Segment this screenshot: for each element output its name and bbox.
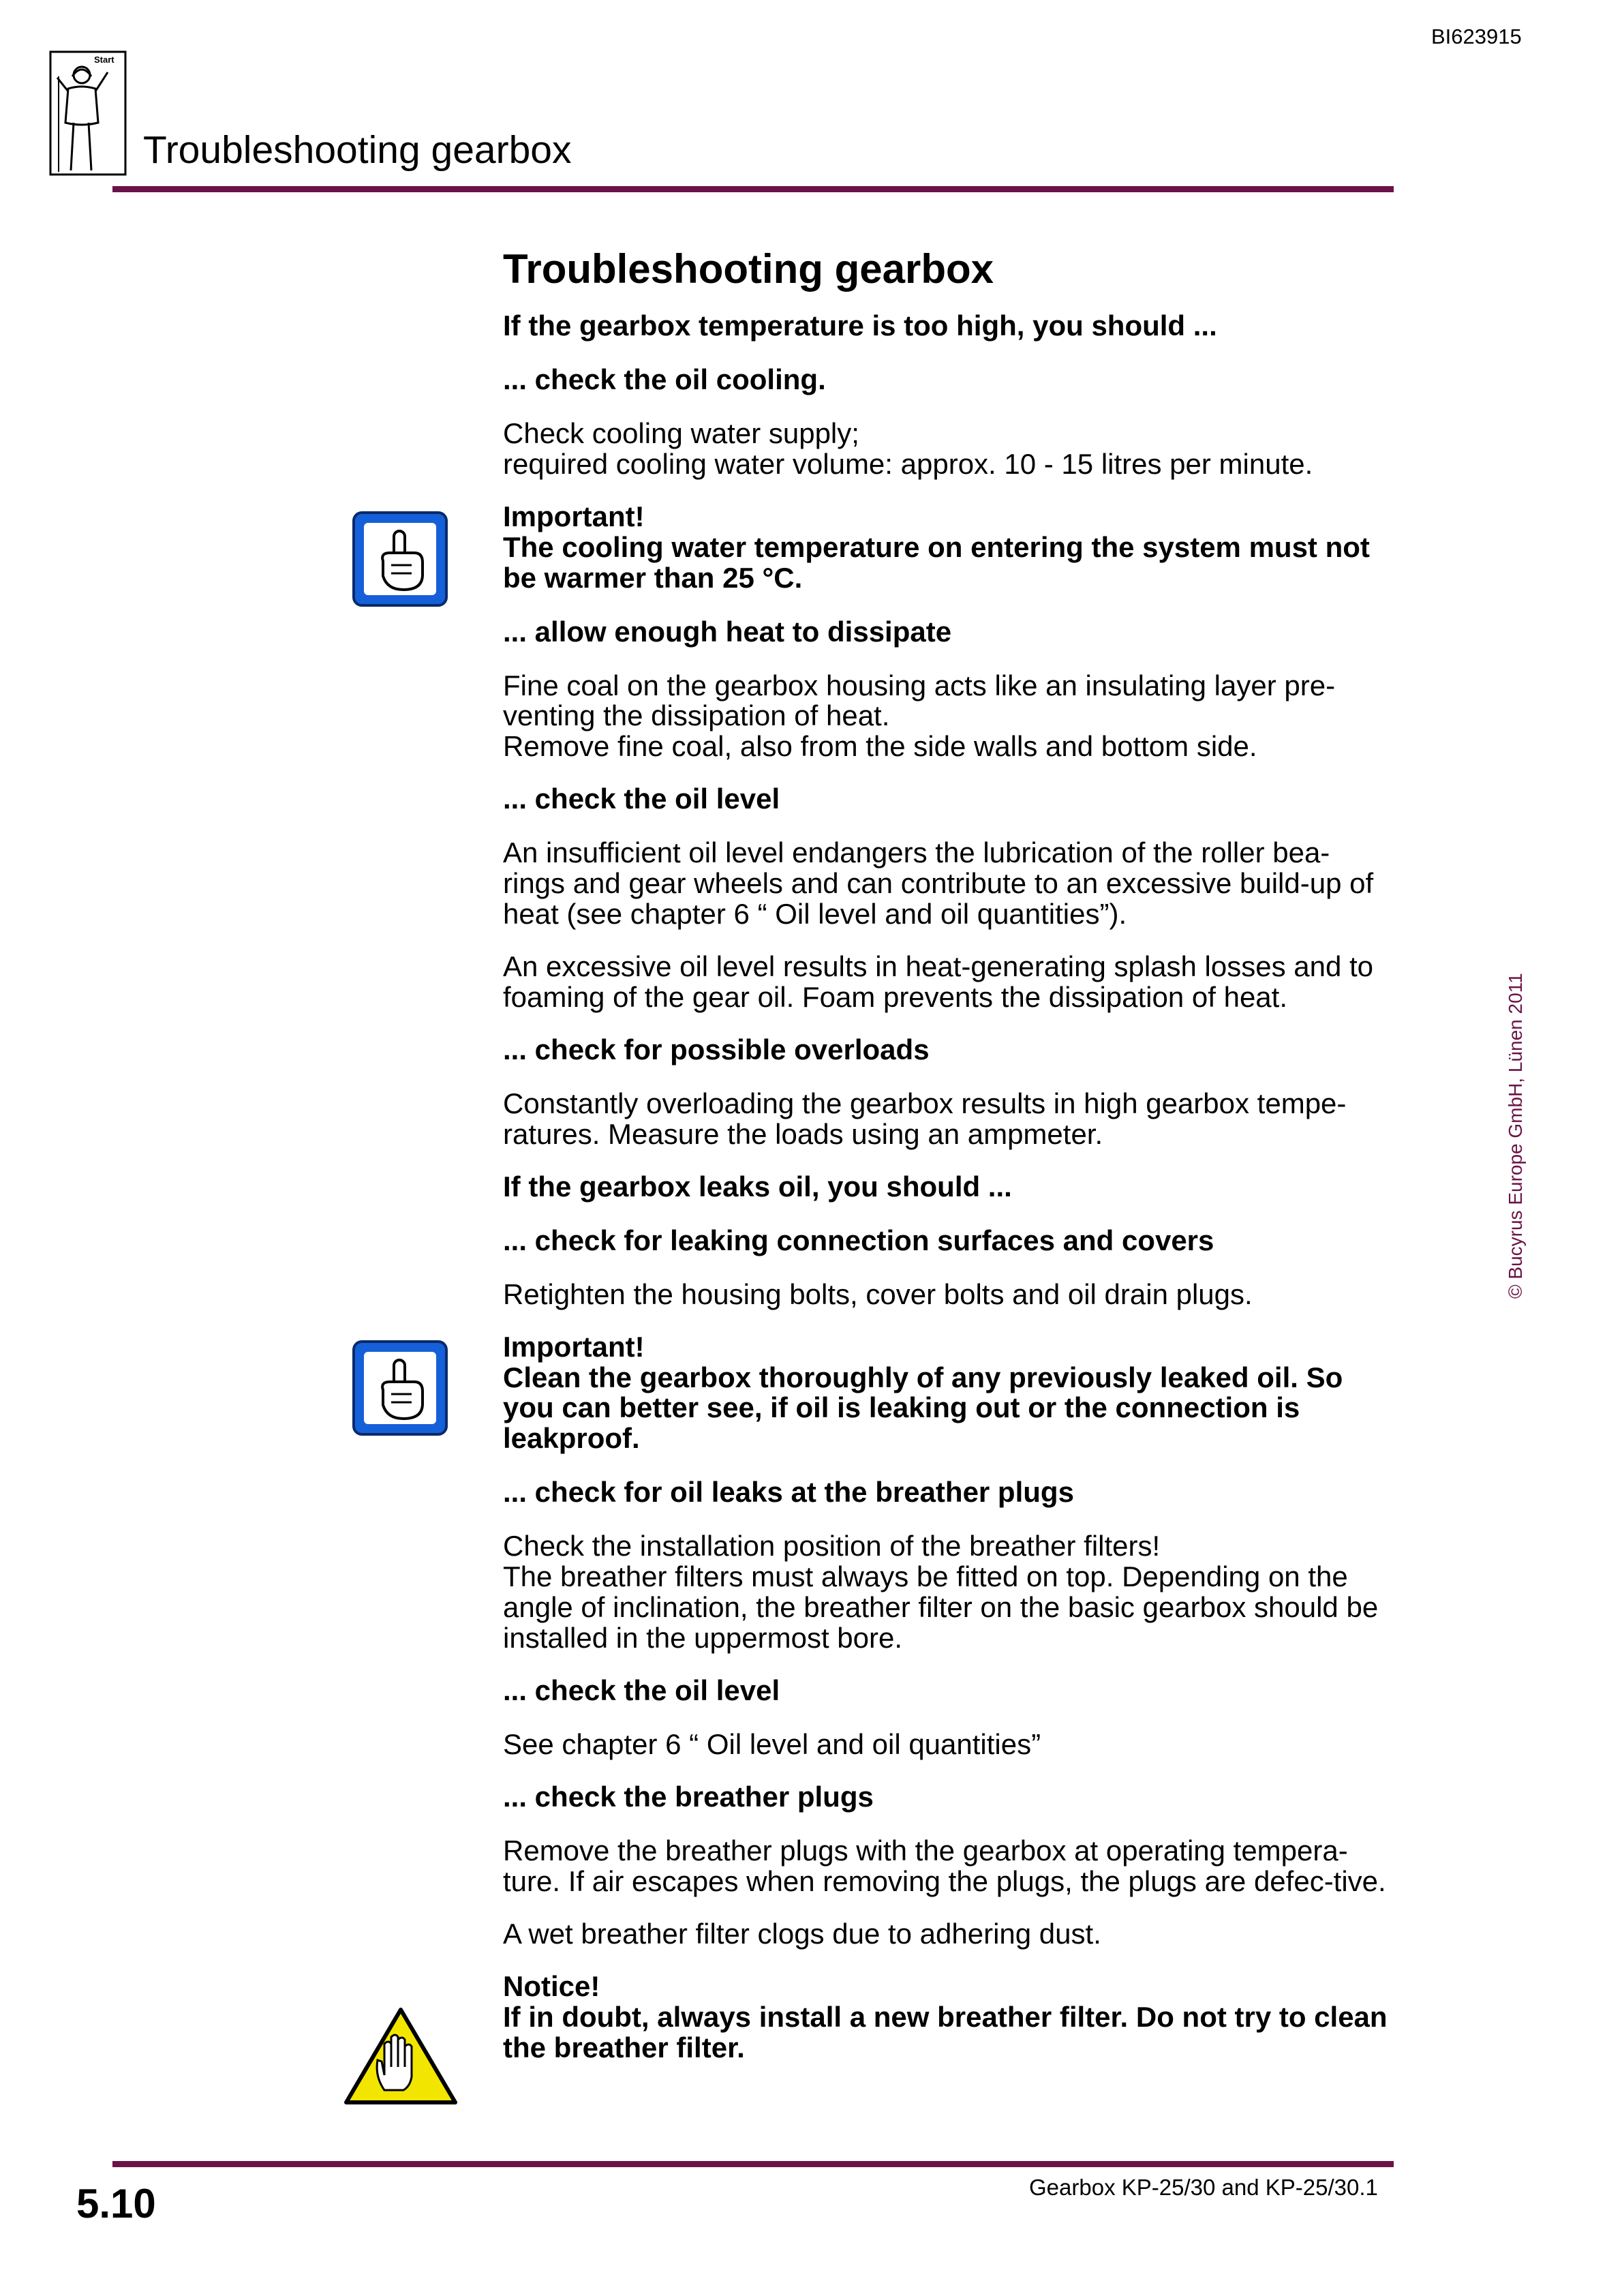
pointing-hand-icon	[352, 511, 448, 607]
question-heading: If the gearbox temperature is too high, you should ...	[503, 309, 1217, 342]
question-heading: If the gearbox leaks oil, you should ...	[503, 1170, 1012, 1203]
warning-hand-icon	[342, 2006, 459, 2106]
page-number: 5.10	[76, 2181, 156, 2226]
text-line: Remove the breather plugs with the gearbox at operating tempera-ture. If air escapes when removing the plugs, the plugs are defec-tive.	[503, 1834, 1386, 1897]
check-heading: ... check for possible overloads	[503, 1033, 930, 1066]
logo-label: Start	[94, 55, 114, 65]
text-line: Fine coal on the gearbox housing acts like an insulating layer pre-venting the dissipation of heat.	[503, 669, 1336, 732]
paragraph	[503, 1836, 1389, 1897]
text-line: Important!	[503, 1330, 645, 1363]
text-line: Clean the gearbox thoroughly of any previously leaked oil. So you can better see, if oil is leaking out or the connection is leakproof.	[503, 1361, 1343, 1455]
notice-block	[503, 502, 1389, 594]
pointing-hand-icon	[352, 1340, 448, 1436]
text-line: Important!	[503, 500, 645, 532]
header-title: Troubleshooting gearbox	[143, 128, 572, 172]
page-heading: Troubleshooting gearbox	[503, 246, 994, 292]
text-line: The breather filters must always be fitted on top. Depending on the angle of inclination, the breather filter on the basic gearbox should be installed in the uppermost bore.	[503, 1560, 1379, 1655]
check-heading: ... check for leaking connection surfaces and covers	[503, 1224, 1214, 1256]
notice-block	[503, 1969, 1389, 2064]
text-line: An excessive oil level results in heat-generating splash losses and to foaming of the gear oil. Foam prevents the dissipation of heat.	[503, 950, 1374, 1013]
paragraph	[503, 1280, 1389, 1310]
paragraph	[503, 952, 1389, 1013]
paragraph	[503, 838, 1389, 930]
text-line: Notice!	[503, 1969, 600, 2002]
check-heading: ... check for oil leaks at the breather plugs	[503, 1476, 1074, 1509]
text-line: If in doubt, always install a new breather filter. Do not try to clean the breather filter.	[503, 2000, 1388, 2064]
check-heading: ... allow enough heat to dissipate	[503, 615, 952, 648]
check-heading: ... check the oil level	[503, 1674, 780, 1706]
text-line: Remove fine coal, also from the side walls and bottom side.	[503, 730, 1257, 763]
header-divider	[112, 186, 1394, 192]
notice-block	[503, 1332, 1389, 1455]
text-line: The cooling water temperature on entering the system must not be warmer than 25 °C.	[503, 530, 1370, 594]
paragraph	[503, 1089, 1389, 1150]
paragraph	[503, 1531, 1389, 1654]
text-line: A wet breather filter clogs due to adhering dust.	[503, 1917, 1101, 1950]
text-line: required cooling water volume: approx. 10 - 15 litres per minute.	[503, 447, 1313, 480]
paragraph	[503, 419, 1389, 480]
check-heading: ... check the oil level	[503, 783, 780, 815]
paragraph	[503, 671, 1389, 763]
main-content	[503, 247, 1389, 2086]
text-line: Retighten the housing bolts, cover bolts and oil drain plugs.	[503, 1278, 1253, 1310]
check-heading: ... check the breather plugs	[503, 1780, 874, 1813]
text-line: Check cooling water supply;	[503, 417, 859, 449]
text-line: Constantly overloading the gearbox results in high gearbox tempe-ratures. Measure the loads using an ampmeter.	[503, 1087, 1347, 1150]
footer-divider	[112, 2161, 1394, 2167]
text-line: Check the installation position of the breather filters!	[503, 1530, 1161, 1562]
check-heading: ... check the oil cooling.	[503, 363, 826, 395]
section-list	[503, 311, 1389, 2063]
text-line: See chapter 6 “ Oil level and oil quantities”	[503, 1727, 1041, 1760]
footer-product: Gearbox KP-25/30 and KP-25/30.1	[1029, 2175, 1378, 2200]
copyright-text: © Bucyrus Europe GmbH, Lünen 2011	[1505, 973, 1526, 1299]
paragraph	[503, 1919, 1389, 1950]
document-id: BI623915	[1431, 25, 1522, 48]
text-line: An insufficient oil level endangers the lubrication of the roller bea-rings and gear wheels and can contribute to an excessive build-up of heat (see chapter 6 “ Oil level and oil quantities”).	[503, 836, 1374, 931]
paragraph	[503, 1729, 1389, 1760]
start-worker-logo-icon	[48, 49, 132, 183]
